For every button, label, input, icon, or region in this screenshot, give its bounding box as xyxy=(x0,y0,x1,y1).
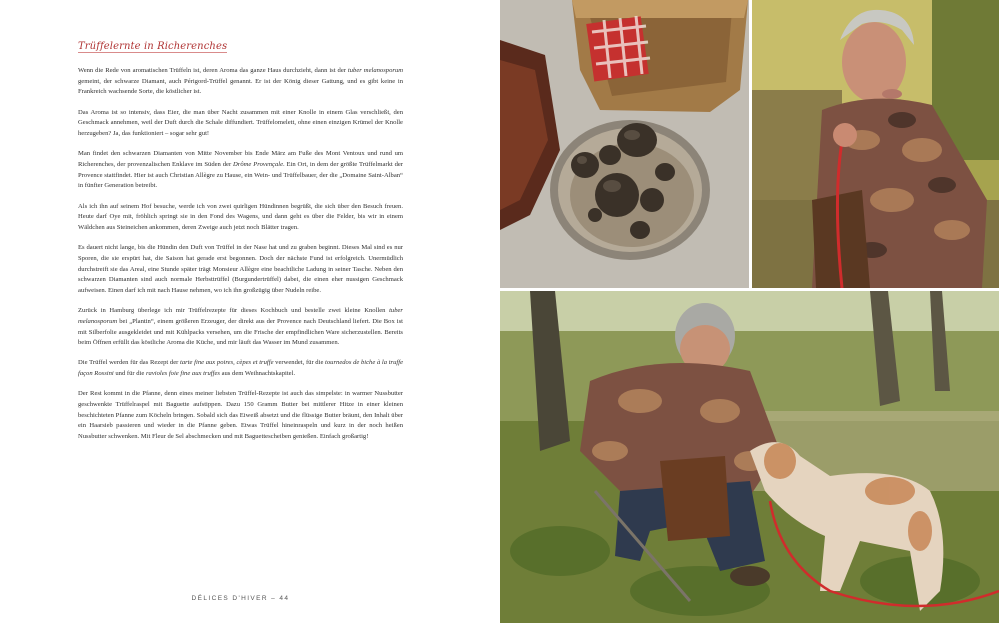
italic-term: tournedos de biche à la truffe façon Rossini xyxy=(78,359,403,378)
truffle-bowl-photo xyxy=(500,0,749,288)
text-run: Die Trüffel werden für das Rezept der xyxy=(78,359,181,367)
text-run: Es dauert nicht lange, bis die Hündin den Duft von Trüffel in der Nase hat und zu graben beginnt. Dieses Mal sind es nur Sporen, die sie erspürt hat, die Saison hat gerade erst begonnen. Doch der nächste Fund ist erfolgreich. Unermüdlich durchstreift sie das Areal, eine Stunde später trägt Monsieur Allègre eine beachtliche Ladung in seiner Tasche. Neben den schwarzen Diamanten sind auch normale Herbsttrüffel (Burgundertrüffel) dabei, die einen eher nussigen Geschmack aufweisen. Einen darf ich mit nach Hause nehmen, wo ich ihn großzügig über Nudeln reibe. xyxy=(78,244,403,294)
italic-term: tarte fine aux poires, cèpes et truffe xyxy=(180,359,274,367)
text-run: Der Rest kommt in die Pfanne, denn eines meiner liebsten Trüffel-Rezepte ist auch das simpelste: in warmer Nussbutter geschwenkte Trüffelraspel mit Baguette aufstippen. Dazu 150 Gramm Butter bei mittlerer Hitze in einer kleinen beschichteten Pfanne zum Köcheln bringen. Sobald sich das Eiweiß absetzt und die flüssige Butter bräunt, den Inhalt über ein Haarsieb passieren und wieder in die Pfanne geben. Etwas Trüffel hineinraspeln und kurz in der noch heißen Nussbutter schwenken. Mit Fleur de Sel abschmecken und mit Baguettescheiben genießen. Einfach großartig! xyxy=(78,390,403,441)
body-paragraph xyxy=(78,389,403,443)
text-run: aus dem Weihnachtskapitel. xyxy=(219,370,296,378)
truffle-hunt-photo xyxy=(500,291,999,623)
body-paragraph xyxy=(78,202,403,234)
italic-term: tuber melanosporum xyxy=(347,67,404,74)
body-paragraph xyxy=(78,243,403,297)
text-run: Wenn die Rede von aromatischen Trüffeln ist, deren Aroma das ganze Haus durchzieht, dann ist der xyxy=(78,67,348,74)
body-paragraph xyxy=(78,306,403,349)
text-run: verwendet, für die xyxy=(273,359,326,367)
italic-term: Drôme Provençale xyxy=(233,160,283,168)
left-page xyxy=(0,0,497,623)
text-run: Als ich ihn auf seinem Hof besuche, werde ich von zwei quirligen Hündinnen begrüßt, die sich über den Besuch freuen. Heute darf Oye mit, fröhlich springt sie in den Fond des Wagens, und dann geht es über die Felder, bis wir in einem Wäldchen aus Steineichen ankommen, deren Zweige auch jetzt noch Blätter tragen. xyxy=(78,202,403,231)
text-run: Man findet den schwarzen Diamanten von Mitte November bis Ende März am Fuße des Mont Ventoux und rund um Richerenches, der provenzalischen Enklave im Süden der xyxy=(78,150,403,168)
text-run: und für die xyxy=(113,370,146,378)
text-run: bei „Plantin“, einem größeren Erzeuger, der direkt aus der Provence nach Deutschland liefert. Die Box ist mit Silberfolie ausgekleidet und mit Kühlpacks versehen, um die Frische der empfindlichen Ware sicherzustellen. Bereits beim Öffnen erfüllt das köstliche Aroma die Küche, und mir läuft das Wasser im Mund zusammen. xyxy=(78,317,403,347)
text-run: gemeint, der schwarze Diamant, auch Périgord-Trüffel genannt. Er ist der König dieser Gattung, und es gibt keine in Frankreich wachsende Sorte, die köstlicher ist. xyxy=(78,77,403,96)
body-paragraph xyxy=(78,149,403,192)
body-paragraph xyxy=(78,108,403,140)
italic-term: tuber melanosporum xyxy=(78,307,403,325)
italic-term: ravioles foie fine aux truffes xyxy=(145,370,220,378)
text-run: . Ein Ort, in dem der größte Trüffelmarkt der Provence stattfindet. Hier ist auch Christian Allègre zu Hause, ein Wein- und Trüffelbauer, der die „Domaine Saint-Alban“ in fünfter Generation betreibt. xyxy=(78,160,403,190)
text-run: Das Aroma ist so intensiv, dass Eier, die man über Nacht zusammen mit einer Knolle in einem Glas verschließt, den Geschmack annehmen, weil der Duft durch die Schale diffundiert. Trüffelomelett, ohne einen einzigen Krümel der Knolle herzugeben? Ja, das funktioniert – sogar sehr gut! xyxy=(78,108,403,138)
text-run: Zurück in Hamburg überlege ich mir Trüffelrezepte für dieses Kochbuch und bestelle zwei kleine Knollen xyxy=(78,307,390,315)
farmer-portrait-photo xyxy=(752,0,999,288)
body-paragraph xyxy=(78,66,403,98)
article-text xyxy=(78,66,403,452)
section-title: Trüffelernte in Richerenches xyxy=(78,41,228,52)
page-footer: DÉLICES D'HIVER – 44 xyxy=(191,595,290,602)
body-paragraph xyxy=(78,358,403,379)
